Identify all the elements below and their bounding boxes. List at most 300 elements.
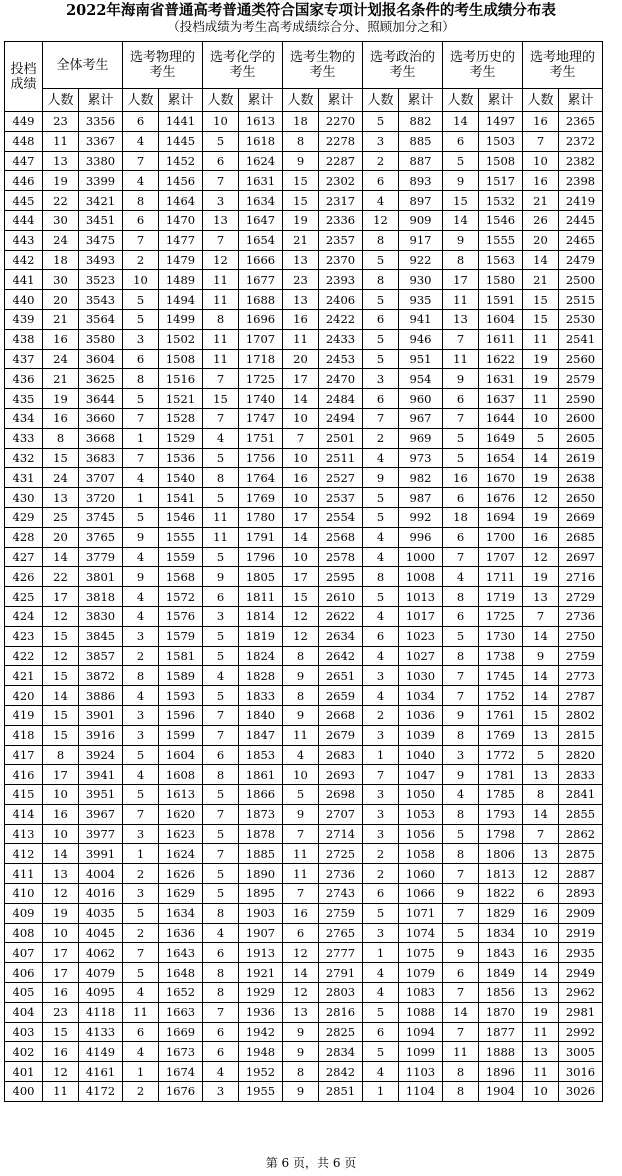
count-cell: 11 — [203, 270, 239, 290]
count-cell: 6 — [203, 1022, 239, 1042]
count-header: 人数 — [363, 89, 399, 112]
table-row — [5, 151, 603, 171]
cumulative-cell: 1000 — [399, 547, 443, 567]
score-cell: 430 — [5, 488, 43, 508]
count-cell: 6 — [363, 171, 399, 191]
cumulative-cell: 1604 — [159, 745, 203, 765]
cumulative-cell: 3886 — [79, 686, 123, 706]
count-cell: 4 — [123, 171, 159, 191]
score-cell: 418 — [5, 725, 43, 745]
count-cell: 4 — [363, 686, 399, 706]
cumulative-cell: 2693 — [319, 765, 363, 785]
cumulative-cell: 1624 — [159, 844, 203, 864]
count-cell: 4 — [123, 686, 159, 706]
count-cell: 23 — [43, 112, 79, 132]
count-cell: 10 — [283, 408, 319, 428]
count-cell: 10 — [43, 824, 79, 844]
cumulative-cell: 1599 — [159, 725, 203, 745]
count-cell: 14 — [523, 626, 559, 646]
score-cell: 420 — [5, 686, 43, 706]
cumulative-cell: 2622 — [319, 606, 363, 626]
cumulative-cell: 1955 — [239, 1082, 283, 1102]
cumulative-cell: 1563 — [479, 250, 523, 270]
count-cell: 8 — [43, 428, 79, 448]
count-cell: 5 — [443, 626, 479, 646]
cumulative-cell: 2287 — [319, 151, 363, 171]
cumulative-cell: 2650 — [559, 488, 603, 508]
count-cell: 7 — [203, 408, 239, 428]
cumulative-cell: 1502 — [159, 329, 203, 349]
cumulative-cell: 2336 — [319, 210, 363, 230]
score-cell: 429 — [5, 507, 43, 527]
cumulative-cell: 1648 — [159, 963, 203, 983]
cumulative-cell: 3399 — [79, 171, 123, 191]
count-cell: 14 — [523, 686, 559, 706]
count-cell: 6 — [123, 210, 159, 230]
count-cell: 8 — [43, 745, 79, 765]
cumulative-cell: 1532 — [479, 191, 523, 211]
score-cell: 411 — [5, 864, 43, 884]
count-cell: 8 — [203, 468, 239, 488]
count-cell: 5 — [363, 488, 399, 508]
count-cell: 7 — [443, 1022, 479, 1042]
count-cell: 11 — [283, 864, 319, 884]
count-cell: 6 — [443, 131, 479, 151]
count-cell: 2 — [123, 923, 159, 943]
cumulative-cell: 897 — [399, 191, 443, 211]
cumulative-cell: 1631 — [239, 171, 283, 191]
cumulative-cell: 1700 — [479, 527, 523, 547]
score-cell: 421 — [5, 666, 43, 686]
cumulative-cell: 2935 — [559, 943, 603, 963]
table-row — [5, 844, 603, 864]
count-cell: 30 — [43, 270, 79, 290]
cumulative-cell: 2494 — [319, 408, 363, 428]
cumulative-cell: 1847 — [239, 725, 283, 745]
count-cell: 15 — [43, 626, 79, 646]
count-cell: 5 — [203, 824, 239, 844]
cumulative-cell: 1589 — [159, 666, 203, 686]
count-cell: 12 — [203, 250, 239, 270]
count-cell: 6 — [523, 884, 559, 904]
cumulative-cell: 3801 — [79, 567, 123, 587]
cumulative-cell: 1707 — [479, 547, 523, 567]
cumulative-cell: 2302 — [319, 171, 363, 191]
count-cell: 15 — [43, 666, 79, 686]
header-row-groups — [5, 42, 603, 89]
score-cell: 428 — [5, 527, 43, 547]
count-cell: 14 — [43, 844, 79, 864]
count-cell: 5 — [203, 131, 239, 151]
cumulative-cell: 1094 — [399, 1022, 443, 1042]
table-row — [5, 309, 603, 329]
cumulative-cell: 2841 — [559, 785, 603, 805]
score-header: 投档成绩 — [5, 42, 43, 112]
cumulative-cell: 2962 — [559, 983, 603, 1003]
cumulative-cell: 1066 — [399, 884, 443, 904]
cumulative-cell: 3026 — [559, 1082, 603, 1102]
count-cell: 19 — [523, 468, 559, 488]
cumulative-header: 累计 — [319, 89, 363, 112]
count-cell: 7 — [123, 448, 159, 468]
cumulative-cell: 1929 — [239, 983, 283, 1003]
cumulative-cell: 3924 — [79, 745, 123, 765]
cumulative-cell: 1877 — [479, 1022, 523, 1042]
score-cell: 406 — [5, 963, 43, 983]
cumulative-cell: 1464 — [159, 191, 203, 211]
cumulative-cell: 1670 — [479, 468, 523, 488]
cumulative-cell: 2685 — [559, 527, 603, 547]
cumulative-cell: 1896 — [479, 1062, 523, 1082]
count-cell: 1 — [363, 745, 399, 765]
table-row — [5, 507, 603, 527]
cumulative-cell: 4004 — [79, 864, 123, 884]
cumulative-cell: 1740 — [239, 389, 283, 409]
cumulative-cell: 2515 — [559, 290, 603, 310]
score-cell: 449 — [5, 112, 43, 132]
score-cell: 413 — [5, 824, 43, 844]
score-cell: 409 — [5, 903, 43, 923]
cumulative-cell: 3901 — [79, 705, 123, 725]
cumulative-cell: 1828 — [239, 666, 283, 686]
count-cell: 17 — [283, 567, 319, 587]
count-cell: 11 — [523, 329, 559, 349]
cumulative-cell: 2862 — [559, 824, 603, 844]
cumulative-cell: 2855 — [559, 804, 603, 824]
table-row — [5, 191, 603, 211]
cumulative-header: 累计 — [79, 89, 123, 112]
cumulative-cell: 1644 — [479, 408, 523, 428]
cumulative-cell: 2803 — [319, 983, 363, 1003]
cumulative-cell: 1725 — [239, 369, 283, 389]
score-cell: 448 — [5, 131, 43, 151]
count-cell: 9 — [443, 884, 479, 904]
cumulative-cell: 1626 — [159, 864, 203, 884]
count-cell: 4 — [123, 1042, 159, 1062]
cumulative-cell: 1034 — [399, 686, 443, 706]
count-cell: 15 — [523, 309, 559, 329]
cumulative-cell: 2791 — [319, 963, 363, 983]
cumulative-cell: 1497 — [479, 112, 523, 132]
cumulative-cell: 1856 — [479, 983, 523, 1003]
count-cell: 6 — [443, 527, 479, 547]
count-cell: 7 — [283, 884, 319, 904]
count-cell: 11 — [203, 507, 239, 527]
score-cell: 445 — [5, 191, 43, 211]
count-cell: 9 — [283, 1042, 319, 1062]
count-cell: 12 — [523, 864, 559, 884]
score-cell: 408 — [5, 923, 43, 943]
cumulative-cell: 1913 — [239, 943, 283, 963]
cumulative-cell: 3380 — [79, 151, 123, 171]
cumulative-cell: 1636 — [159, 923, 203, 943]
cumulative-cell: 1890 — [239, 864, 283, 884]
count-cell: 7 — [203, 1002, 239, 1022]
cumulative-cell: 1023 — [399, 626, 443, 646]
table-row — [5, 1002, 603, 1022]
cumulative-cell: 1074 — [399, 923, 443, 943]
score-cell: 403 — [5, 1022, 43, 1042]
count-cell: 4 — [363, 547, 399, 567]
cumulative-cell: 1027 — [399, 646, 443, 666]
score-cell: 424 — [5, 606, 43, 626]
count-cell: 14 — [283, 527, 319, 547]
cumulative-cell: 2357 — [319, 230, 363, 250]
count-cell: 8 — [523, 785, 559, 805]
count-cell: 10 — [283, 488, 319, 508]
cumulative-cell: 1494 — [159, 290, 203, 310]
table-row — [5, 686, 603, 706]
cumulative-cell: 1781 — [479, 765, 523, 785]
cumulative-cell: 4149 — [79, 1042, 123, 1062]
table-row — [5, 725, 603, 745]
count-cell: 3 — [123, 626, 159, 646]
cumulative-cell: 1503 — [479, 131, 523, 151]
cumulative-cell: 2560 — [559, 349, 603, 369]
cumulative-cell: 996 — [399, 527, 443, 547]
cumulative-cell: 4079 — [79, 963, 123, 983]
count-cell: 3 — [363, 725, 399, 745]
score-cell: 405 — [5, 983, 43, 1003]
table-row — [5, 567, 603, 587]
cumulative-cell: 1769 — [239, 488, 283, 508]
cumulative-cell: 2820 — [559, 745, 603, 765]
count-cell: 7 — [363, 765, 399, 785]
count-cell: 6 — [443, 389, 479, 409]
group-header: 选考地理的考生 — [523, 42, 603, 89]
count-cell: 5 — [203, 488, 239, 508]
count-cell: 3 — [363, 923, 399, 943]
count-cell: 16 — [523, 903, 559, 923]
count-header: 人数 — [43, 89, 79, 112]
cumulative-cell: 1806 — [479, 844, 523, 864]
cumulative-cell: 2716 — [559, 567, 603, 587]
cumulative-cell: 1546 — [159, 507, 203, 527]
count-cell: 5 — [203, 646, 239, 666]
score-cell: 437 — [5, 349, 43, 369]
table-row — [5, 943, 603, 963]
count-cell: 17 — [43, 587, 79, 607]
cumulative-cell: 1499 — [159, 309, 203, 329]
count-cell: 7 — [283, 428, 319, 448]
count-cell: 7 — [523, 824, 559, 844]
count-cell: 9 — [123, 527, 159, 547]
count-cell: 7 — [123, 943, 159, 963]
cumulative-cell: 1907 — [239, 923, 283, 943]
count-cell: 14 — [443, 112, 479, 132]
page-footer: 第 6 页，共 6 页 — [265, 1156, 357, 1170]
count-cell: 7 — [203, 844, 239, 864]
count-cell: 8 — [203, 903, 239, 923]
page-subtitle: （投档成绩为考生高考成绩综合分、照顾加分之和） — [167, 19, 455, 34]
cumulative-cell: 1904 — [479, 1082, 523, 1102]
count-cell: 15 — [43, 705, 79, 725]
count-cell: 3 — [363, 824, 399, 844]
count-cell: 11 — [283, 844, 319, 864]
score-cell: 423 — [5, 626, 43, 646]
cumulative-cell: 1516 — [159, 369, 203, 389]
cumulative-cell: 2642 — [319, 646, 363, 666]
count-cell: 13 — [523, 1042, 559, 1062]
cumulative-cell: 1694 — [479, 507, 523, 527]
count-cell: 17 — [443, 270, 479, 290]
count-cell: 7 — [203, 725, 239, 745]
table-body — [5, 112, 603, 1102]
cumulative-cell: 2851 — [319, 1082, 363, 1102]
cumulative-cell: 1791 — [239, 527, 283, 547]
group-header: 选考政治的考生 — [363, 42, 443, 89]
cumulative-cell: 1088 — [399, 1002, 443, 1022]
count-cell: 16 — [523, 943, 559, 963]
cumulative-cell: 2759 — [319, 903, 363, 923]
table-row — [5, 903, 603, 923]
cumulative-cell: 3872 — [79, 666, 123, 686]
count-cell: 9 — [443, 369, 479, 389]
cumulative-cell: 1814 — [239, 606, 283, 626]
cumulative-cell: 3543 — [79, 290, 123, 310]
cumulative-cell: 2465 — [559, 230, 603, 250]
count-cell: 8 — [443, 646, 479, 666]
count-cell: 10 — [43, 785, 79, 805]
cumulative-cell: 1489 — [159, 270, 203, 290]
cumulative-cell: 2697 — [559, 547, 603, 567]
score-cell: 444 — [5, 210, 43, 230]
cumulative-cell: 1647 — [239, 210, 283, 230]
cumulative-cell: 1608 — [159, 765, 203, 785]
count-cell: 9 — [443, 171, 479, 191]
count-cell: 2 — [123, 864, 159, 884]
count-cell: 13 — [443, 309, 479, 329]
cumulative-cell: 1075 — [399, 943, 443, 963]
cumulative-cell: 1673 — [159, 1042, 203, 1062]
cumulative-cell: 1936 — [239, 1002, 283, 1022]
count-cell: 6 — [443, 488, 479, 508]
cumulative-cell: 1580 — [479, 270, 523, 290]
cumulative-cell: 1819 — [239, 626, 283, 646]
count-cell: 14 — [523, 448, 559, 468]
cumulative-cell: 1581 — [159, 646, 203, 666]
count-cell: 6 — [123, 349, 159, 369]
count-cell: 18 — [443, 507, 479, 527]
cumulative-cell: 4172 — [79, 1082, 123, 1102]
count-cell: 15 — [443, 191, 479, 211]
count-cell: 18 — [43, 250, 79, 270]
cumulative-cell: 917 — [399, 230, 443, 250]
count-cell: 5 — [443, 151, 479, 171]
count-cell: 7 — [203, 171, 239, 191]
cumulative-cell: 2736 — [319, 864, 363, 884]
count-cell: 1 — [123, 428, 159, 448]
count-cell: 5 — [203, 785, 239, 805]
cumulative-cell: 1813 — [479, 864, 523, 884]
cumulative-cell: 1738 — [479, 646, 523, 666]
cumulative-cell: 3564 — [79, 309, 123, 329]
count-cell: 3 — [363, 369, 399, 389]
cumulative-cell: 3668 — [79, 428, 123, 448]
count-cell: 5 — [283, 785, 319, 805]
cumulative-cell: 1508 — [479, 151, 523, 171]
cumulative-cell: 922 — [399, 250, 443, 270]
count-header: 人数 — [523, 89, 559, 112]
table-row — [5, 963, 603, 983]
cumulative-cell: 2610 — [319, 587, 363, 607]
count-cell: 13 — [283, 1002, 319, 1022]
cumulative-cell: 1536 — [159, 448, 203, 468]
count-cell: 3 — [203, 1082, 239, 1102]
count-header: 人数 — [443, 89, 479, 112]
count-cell: 19 — [283, 210, 319, 230]
count-cell: 9 — [283, 1022, 319, 1042]
count-cell: 19 — [43, 389, 79, 409]
count-cell: 13 — [523, 765, 559, 785]
count-cell: 14 — [283, 963, 319, 983]
count-cell: 5 — [123, 903, 159, 923]
score-cell: 401 — [5, 1062, 43, 1082]
count-cell: 3 — [123, 824, 159, 844]
count-cell: 5 — [443, 428, 479, 448]
count-cell: 17 — [283, 369, 319, 389]
count-cell: 20 — [43, 290, 79, 310]
cumulative-cell: 1666 — [239, 250, 283, 270]
cumulative-cell: 4045 — [79, 923, 123, 943]
count-cell: 8 — [363, 230, 399, 250]
count-cell: 3 — [123, 705, 159, 725]
cumulative-cell: 2370 — [319, 250, 363, 270]
count-cell: 14 — [523, 804, 559, 824]
cumulative-cell: 3580 — [79, 329, 123, 349]
cumulative-cell: 2714 — [319, 824, 363, 844]
count-cell: 5 — [203, 884, 239, 904]
cumulative-cell: 2759 — [559, 646, 603, 666]
score-cell: 436 — [5, 369, 43, 389]
count-cell: 8 — [363, 567, 399, 587]
count-cell: 1 — [123, 1062, 159, 1082]
score-cell: 410 — [5, 884, 43, 904]
count-cell: 13 — [203, 210, 239, 230]
cumulative-cell: 1555 — [479, 230, 523, 250]
count-cell: 8 — [123, 191, 159, 211]
table-row — [5, 1062, 603, 1082]
cumulative-cell: 2372 — [559, 131, 603, 151]
count-cell: 7 — [443, 408, 479, 428]
cumulative-cell: 1634 — [239, 191, 283, 211]
count-cell: 7 — [443, 864, 479, 884]
table-row — [5, 824, 603, 844]
cumulative-cell: 3016 — [559, 1062, 603, 1082]
cumulative-cell: 2787 — [559, 686, 603, 706]
cumulative-cell: 1829 — [479, 903, 523, 923]
score-cell: 438 — [5, 329, 43, 349]
table-row — [5, 171, 603, 191]
cumulative-cell: 2679 — [319, 725, 363, 745]
count-cell: 9 — [283, 666, 319, 686]
cumulative-cell: 3916 — [79, 725, 123, 745]
cumulative-cell: 1796 — [239, 547, 283, 567]
cumulative-cell: 2479 — [559, 250, 603, 270]
cumulative-cell: 2595 — [319, 567, 363, 587]
cumulative-cell: 967 — [399, 408, 443, 428]
table-row — [5, 606, 603, 626]
cumulative-cell: 2537 — [319, 488, 363, 508]
table-row — [5, 250, 603, 270]
count-cell: 19 — [523, 567, 559, 587]
count-cell: 8 — [203, 765, 239, 785]
count-cell: 3 — [203, 191, 239, 211]
cumulative-cell: 1751 — [239, 428, 283, 448]
count-cell: 3 — [363, 666, 399, 686]
cumulative-cell: 3625 — [79, 369, 123, 389]
cumulative-cell: 1840 — [239, 705, 283, 725]
